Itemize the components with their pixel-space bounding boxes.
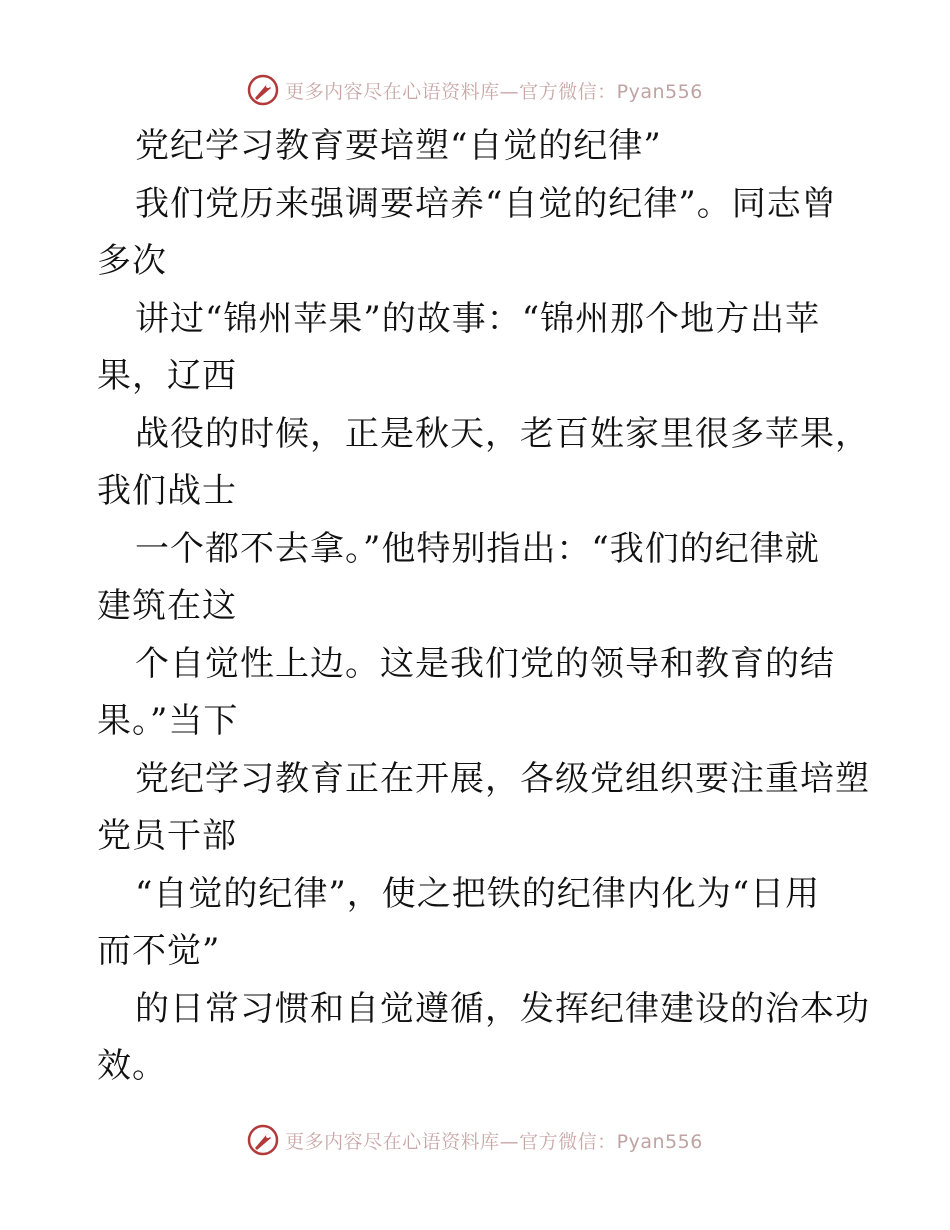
banner-label: 更多内容尽在心语资料库—官方微信： [285, 80, 617, 103]
banner-wechat-id: Pyan556 [616, 80, 703, 103]
banner-text [285, 77, 703, 104]
pen-nib-logo-icon [247, 74, 279, 106]
paragraph-line: “自觉的纪律”，使之把铁的纪律内化为“日用 [135, 873, 821, 914]
paragraph-line: 多次 [97, 241, 167, 281]
paragraph-line: 建筑在这 [97, 586, 237, 626]
paragraph-line: 果。”当下 [97, 701, 239, 741]
paragraph-line: 而不觉” [97, 931, 221, 971]
banner-wechat-id: Pyan556 [616, 1130, 703, 1153]
paragraph-line: 个自觉性上边。这是我们党的领导和教育的结 [135, 643, 835, 684]
banner-text [285, 1127, 703, 1154]
paragraph-line: 讲过“锦州苹果”的故事：“锦州那个地方出苹 [135, 298, 821, 339]
paragraph-line: 战役的时候，正是秋天，老百姓家里很多苹果， [135, 413, 870, 454]
document-title: 党纪学习教育要培塑“自觉的纪律” [135, 126, 662, 166]
paragraph-line: 一个都不去拿。”他特别指出：“我们的纪律就 [135, 528, 820, 569]
paragraph-line: 党员干部 [97, 816, 237, 856]
header-banner [0, 70, 950, 110]
paragraph-line: 党纪学习教育正在开展，各级党组织要注重培塑 [135, 758, 870, 799]
banner-label: 更多内容尽在心语资料库—官方微信： [285, 1130, 617, 1153]
paragraph-line: 效。 [97, 1046, 167, 1086]
paragraph-line: 果，辽西 [97, 356, 237, 396]
paragraph-line: 我们战士 [97, 471, 237, 511]
footer-banner [0, 1120, 950, 1160]
paragraph-line: 我们党历来强调要培养“自觉的纪律”。同志曾 [135, 183, 837, 224]
pen-nib-logo-icon [247, 1124, 279, 1156]
document-body [97, 118, 870, 1096]
paragraph-line: 的日常习惯和自觉遵循，发挥纪律建设的治本功 [135, 988, 870, 1029]
